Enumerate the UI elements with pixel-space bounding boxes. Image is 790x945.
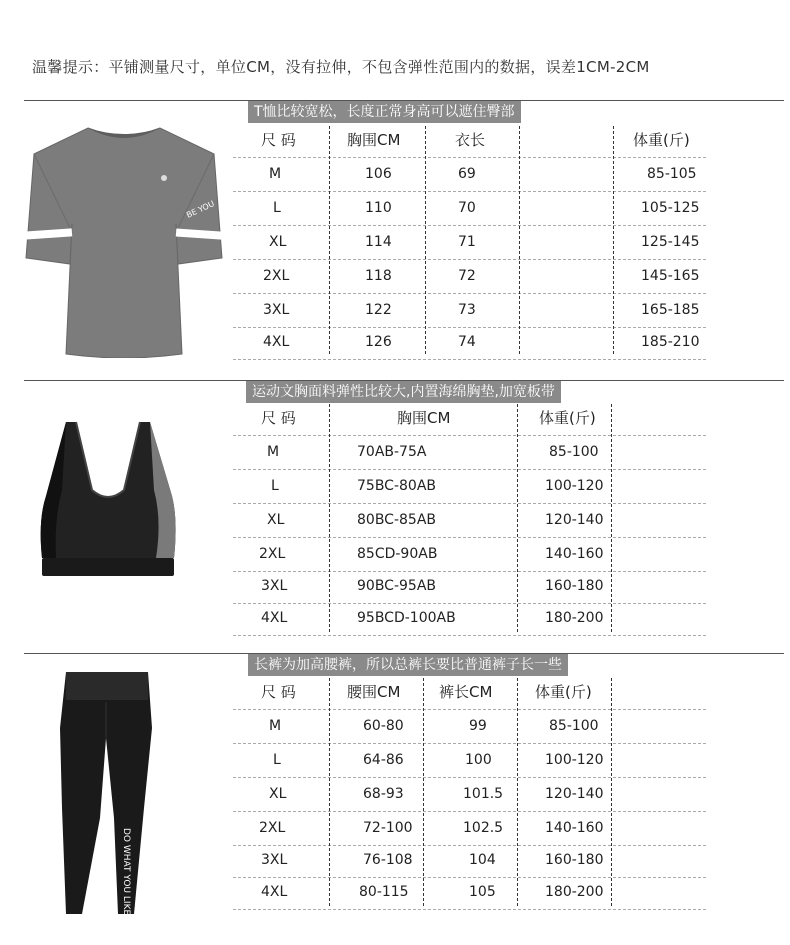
header-weight: 体重(斤) [539,409,596,427]
cell-weight: 180-200 [545,610,604,626]
cell-chest: 118 [365,268,392,284]
header-pant-length: 裤长CM [439,683,493,701]
cell-size: 3XL [261,852,288,868]
cell-chest: 122 [365,302,392,318]
table-row [233,602,706,636]
cell-size: 2XL [259,820,286,836]
table-row [233,876,706,910]
cell-size: M [267,444,280,460]
cell-weight: 100-120 [545,478,604,494]
cell-size: L [273,752,281,768]
cell-weight: 180-200 [545,884,604,900]
cell-weight: 160-180 [545,578,604,594]
header-waist: 腰围CM [347,683,401,701]
header-chest: 胸围CM [397,409,451,427]
header-size: 尺 码 [261,683,296,701]
cell-pant-length: 99 [469,718,487,734]
table-row [233,844,706,878]
table-header-row [233,676,706,710]
header-size: 尺 码 [261,409,296,427]
cell-pant-length: 101.5 [463,786,504,802]
cell-weight: 160-180 [545,852,604,868]
cell-chest: 85CD-90AB [357,546,438,562]
cell-weight: 85-100 [549,718,599,734]
cell-size: L [271,478,279,494]
table-row [233,504,706,538]
section-banner: 长裤为加高腰裤，所以总裤长要比普通裤子长一些 [248,654,568,676]
cell-pant-length: 105 [469,884,496,900]
table-row [233,326,706,360]
cell-weight: 125-145 [641,234,700,250]
cell-chest: 126 [365,334,392,350]
table-row [233,744,706,778]
header-chest: 胸围CM [347,131,401,149]
table-header-row [233,402,706,436]
cell-size: 4XL [263,334,290,350]
cell-weight: 165-185 [641,302,700,318]
cell-size: XL [267,512,285,528]
tshirt-size-table [233,124,706,358]
cell-chest: 110 [365,200,392,216]
cell-weight: 100-120 [545,752,604,768]
cell-size: 3XL [263,302,290,318]
table-row [233,812,706,846]
cell-size: 4XL [261,884,288,900]
column-separator [425,126,426,354]
cell-size: 2XL [259,546,286,562]
table-row [233,192,706,226]
table-row [233,226,706,260]
column-separator [329,126,330,354]
cell-waist: 64-86 [363,752,404,768]
column-separator [611,678,612,906]
cell-weight: 105-125 [641,200,700,216]
tshirt-image [18,118,230,358]
cell-waist: 76-108 [363,852,413,868]
table-header-row [233,124,706,158]
cell-waist: 72-100 [363,820,413,836]
tshirt-print-text: BE YOU [185,199,216,220]
cell-length: 73 [458,302,476,318]
cell-size: XL [269,786,287,802]
cell-size: M [269,166,282,182]
section-banner: 运动文胸面料弹性比较大,内置海绵胸垫,加宽板带 [246,381,561,403]
pants-size-table [233,676,706,910]
cell-weight: 120-140 [545,786,604,802]
cell-weight: 85-105 [647,166,697,182]
section-banner: T恤比较宽松，长度正常身高可以遮住臀部 [248,101,521,123]
cell-weight: 145-165 [641,268,700,284]
column-separator [517,678,518,906]
notice-text: 温馨提示：平铺测量尺寸，单位CM，没有拉伸，不包含弹性范围内的数据，误差1CM-2CM [32,58,650,76]
table-row [233,470,706,504]
cell-chest: 95BCD-100AB [357,610,456,626]
table-row [233,260,706,294]
cell-chest: 80BC-85AB [357,512,436,528]
cell-length: 69 [458,166,476,182]
table-row [233,158,706,192]
table-row [233,538,706,572]
column-separator [423,678,424,906]
table-row [233,436,706,470]
column-separator [519,126,520,354]
bra-size-table [233,402,706,634]
cell-chest: 90BC-95AB [357,578,436,594]
cell-length: 70 [458,200,476,216]
cell-weight: 140-160 [545,820,604,836]
cell-size: 4XL [261,610,288,626]
header-length: 衣长 [455,131,486,149]
column-separator [517,404,518,632]
header-weight: 体重(斤) [633,131,690,149]
leggings-print-text: DO WHAT YOU LIKE [121,828,131,916]
leggings-image [44,668,164,920]
column-separator [329,404,330,632]
cell-waist: 68-93 [363,786,404,802]
header-size: 尺 码 [261,131,296,149]
column-separator [329,678,330,906]
cell-size: 2XL [263,268,290,284]
sports-bra-image [28,420,188,578]
cell-size: 3XL [261,578,288,594]
cell-length: 72 [458,268,476,284]
table-row [233,294,706,328]
cell-waist: 80-115 [359,884,409,900]
cell-weight: 140-160 [545,546,604,562]
cell-waist: 60-80 [363,718,404,734]
cell-pant-length: 100 [465,752,492,768]
column-separator [613,126,614,354]
cell-weight: 85-100 [549,444,599,460]
cell-chest: 70AB-75A [357,444,427,460]
cell-length: 74 [458,334,476,350]
column-separator [611,404,612,632]
cell-chest: 75BC-80AB [357,478,436,494]
cell-weight: 120-140 [545,512,604,528]
header-weight: 体重(斤) [535,683,592,701]
table-row [233,710,706,744]
cell-size: M [269,718,282,734]
cell-weight: 185-210 [641,334,700,350]
cell-size: L [273,200,281,216]
cell-chest: 114 [365,234,392,250]
cell-length: 71 [458,234,476,250]
table-row [233,778,706,812]
table-row [233,570,706,604]
cell-pant-length: 102.5 [463,820,504,836]
cell-pant-length: 104 [469,852,496,868]
cell-size: XL [269,234,287,250]
cell-chest: 106 [365,166,392,182]
